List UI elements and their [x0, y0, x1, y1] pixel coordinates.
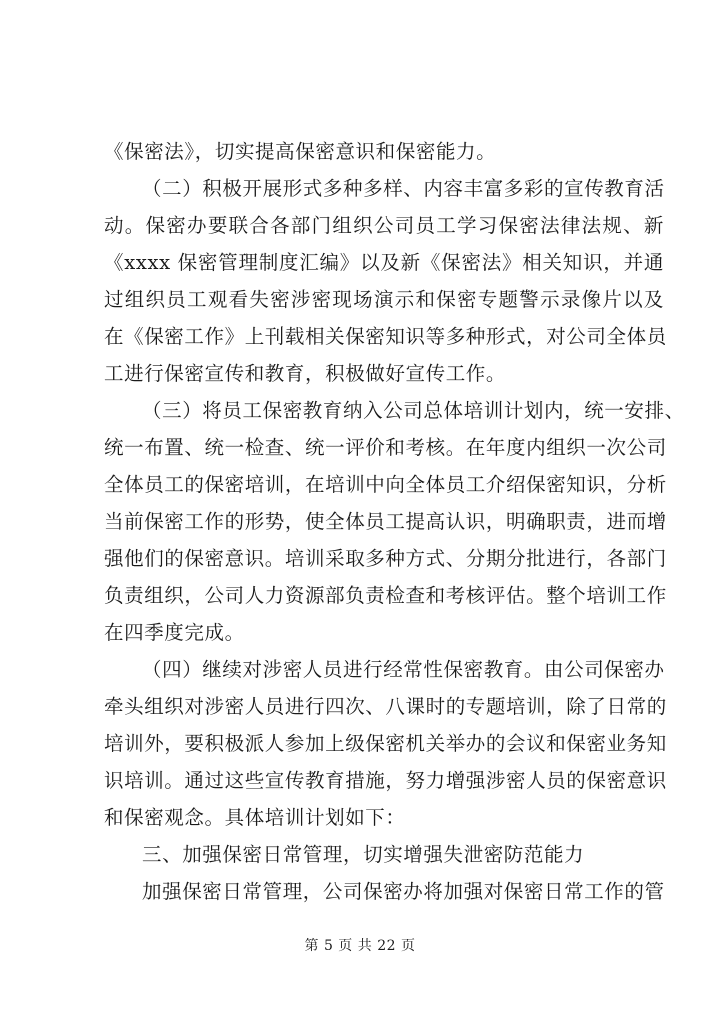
- section-title-line: 三、加强保密日常管理，切实增强失泄密防范能力: [142, 843, 585, 866]
- section-heading-line: （四）继续对涉密人员进行经常性保密教育。由公司保密办: [142, 658, 665, 681]
- section-heading-line: （三）将员工保密教育纳入公司总体培训计划内，统一安排、: [142, 399, 685, 422]
- body-text-line: 培训外，要积极派人参加上级保密机关举办的会议和保密业务知: [104, 732, 667, 755]
- body-text-line: 《xxxx 保密管理制度汇编》以及新《保密法》相关知识，并通: [104, 251, 664, 274]
- body-text-line: 全体员工的保密培训，在培训中向全体员工介绍保密知识，分析: [104, 473, 667, 496]
- body-text-line: 当前保密工作的形势，使全体员工提高认识，明确职责，进而增: [104, 510, 667, 533]
- body-text-line: 动。保密办要联合各部门组织公司员工学习保密法律法规、新: [104, 214, 664, 237]
- body-text-line: 牵头组织对涉密人员进行四次、八课时的专题培训，除了日常的: [104, 695, 667, 718]
- body-text-line: 加强保密日常管理，公司保密办将加强对保密日常工作的管: [142, 880, 665, 903]
- body-text-line: 在四季度完成。: [104, 621, 245, 644]
- body-text-line: 统一布置、统一检查、统一评价和考核。在年度内组织一次公司: [104, 436, 667, 459]
- section-heading-line: （二）积极开展形式多种多样、内容丰富多彩的宣传教育活: [142, 177, 665, 200]
- body-text-line: 强他们的保密意识。培训采取多种方式、分期分批进行，各部门: [104, 547, 667, 570]
- body-text-line: 和保密观念。具体培训计划如下：: [104, 806, 406, 829]
- body-text-line: 《保密法》，切实提高保密意识和保密能力。: [104, 140, 497, 163]
- body-text-line: 负责组织，公司人力资源部负责检查和考核评估。整个培训工作: [104, 584, 667, 607]
- body-text-line: 在《保密工作》上刊载相关保密知识等多种形式，对公司全体员: [104, 325, 667, 348]
- body-text-line: 识培训。通过这些宣传教育措施，努力增强涉密人员的保密意识: [104, 769, 667, 792]
- page-number-footer: 第 5 页 共 22 页: [304, 938, 416, 954]
- body-text-line: 工进行保密宣传和教育，积极做好宣传工作。: [104, 362, 507, 385]
- body-text-line: 过组织员工观看失密涉密现场演示和保密专题警示录像片以及: [104, 288, 664, 311]
